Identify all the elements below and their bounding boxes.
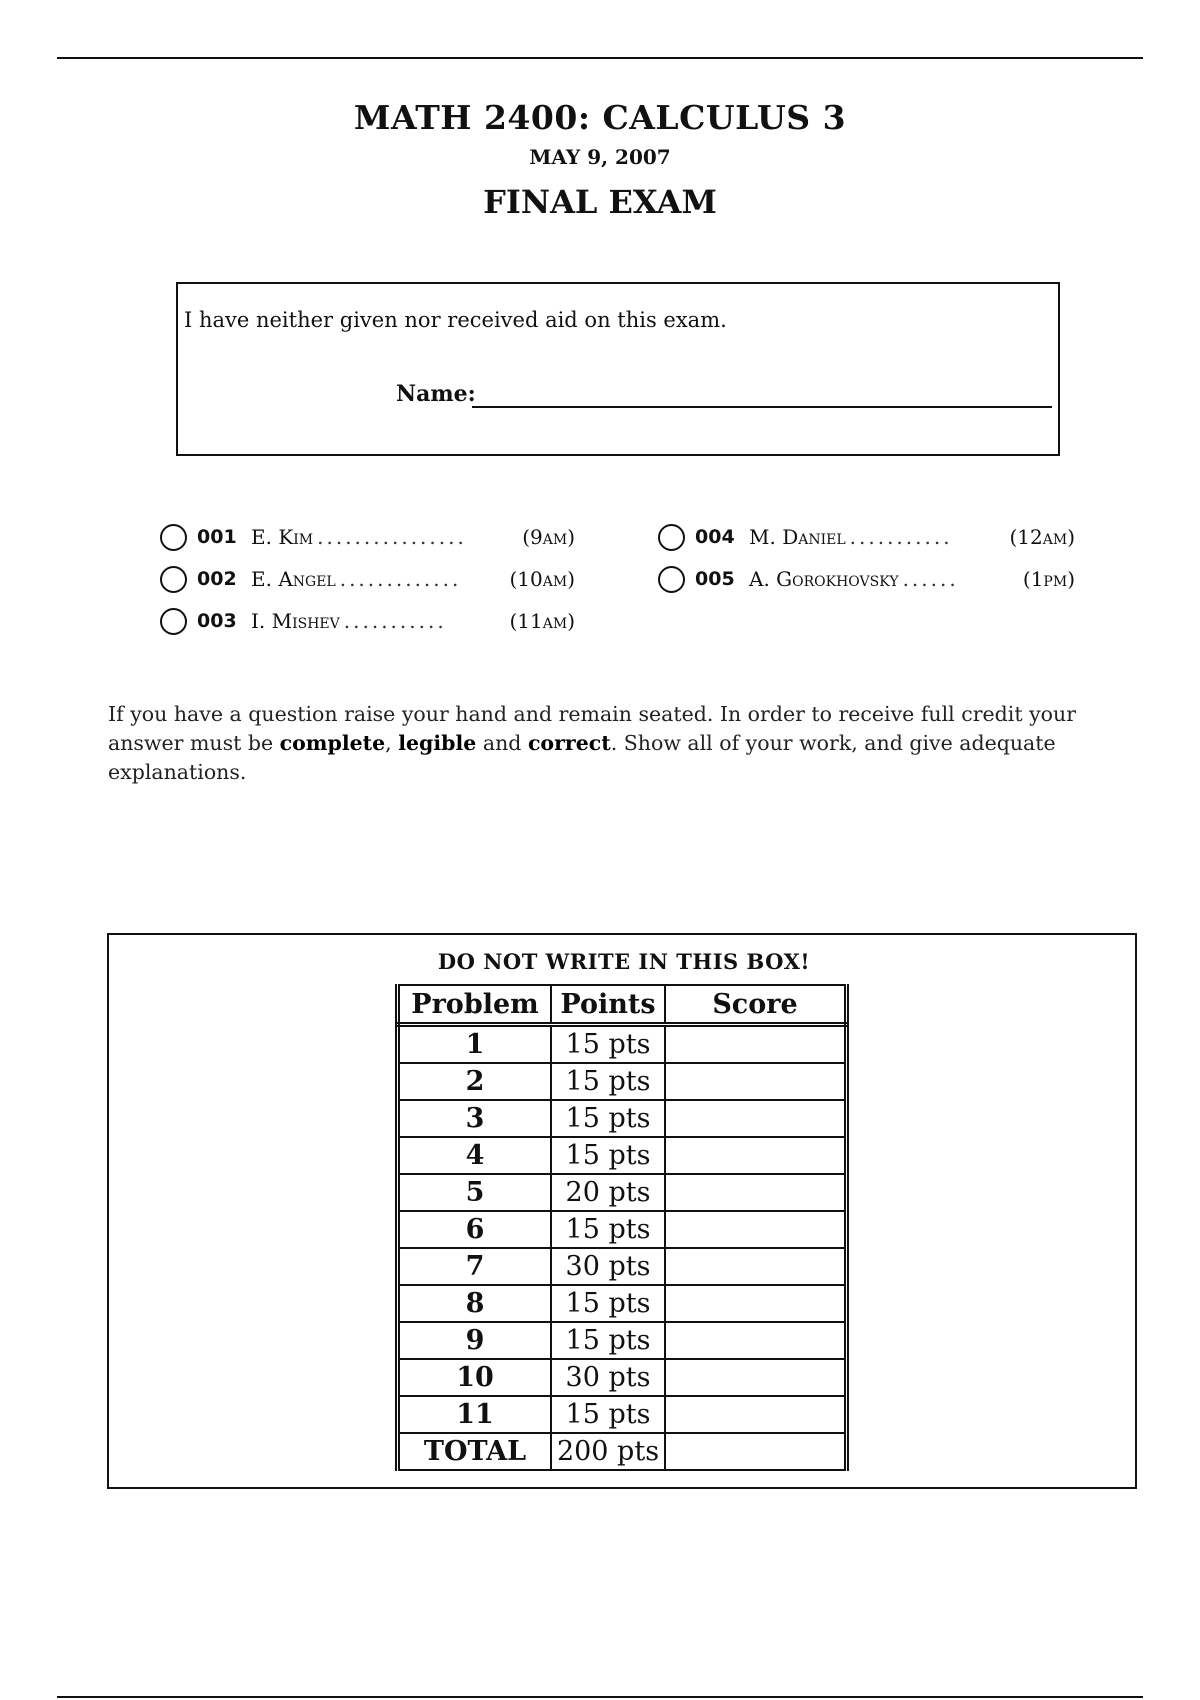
score-cell[interactable] [665, 1359, 847, 1396]
instructions-separator: and [476, 731, 528, 755]
grading-box-heading: DO NOT WRITE IN THIS BOX! [437, 949, 811, 974]
table-row [398, 1285, 847, 1322]
total-label: TOTAL [398, 1433, 552, 1470]
section-option-003[interactable] [160, 605, 575, 637]
score-table [395, 984, 849, 1471]
problem-points: 20 pts [551, 1174, 665, 1211]
score-cell[interactable] [665, 1063, 847, 1100]
emphasis-legible: legible [398, 731, 477, 755]
problem-number: 11 [398, 1396, 552, 1433]
problem-number: 10 [398, 1359, 552, 1396]
section-instructor: A. Gorokhovsky [749, 567, 899, 591]
section-radio-circle[interactable] [160, 566, 187, 593]
table-row [398, 1359, 847, 1396]
exam-date: MAY 9, 2007 [529, 145, 671, 169]
table-row [398, 1396, 847, 1433]
section-leader-dots: ...... [902, 567, 959, 591]
table-row [398, 1248, 847, 1285]
problem-points: 15 pts [551, 1396, 665, 1433]
section-time: (12am) [1009, 525, 1075, 549]
section-radio-circle[interactable] [160, 608, 187, 635]
section-leader-dots: ........... [849, 525, 953, 549]
score-cell[interactable] [665, 1322, 847, 1359]
section-time: (9am) [522, 525, 575, 549]
problem-number: 6 [398, 1211, 552, 1248]
section-time: (11am) [509, 609, 575, 633]
section-instructor: E. Kim [251, 525, 314, 549]
problem-number: 4 [398, 1137, 552, 1174]
section-time: (1pm) [1022, 567, 1075, 591]
honor-statement: I have neither given nor received aid on this exam. [184, 308, 727, 332]
score-cell[interactable] [665, 1137, 847, 1174]
problem-points: 30 pts [551, 1248, 665, 1285]
section-leader-dots: ................ [317, 525, 467, 549]
problem-points: 15 pts [551, 1211, 665, 1248]
section-leader-dots: ............. [339, 567, 462, 591]
section-option-005[interactable] [658, 563, 1075, 595]
problem-number: 5 [398, 1174, 552, 1211]
problem-points: 15 pts [551, 1025, 665, 1064]
problem-points: 30 pts [551, 1359, 665, 1396]
problem-number: 2 [398, 1063, 552, 1100]
section-option-004[interactable] [658, 521, 1075, 553]
instructions-separator: , [385, 731, 399, 755]
course-title: MATH 2400: CALCULUS 3 [353, 98, 847, 137]
problem-number: 7 [398, 1248, 552, 1285]
section-radio-circle[interactable] [658, 524, 685, 551]
score-cell[interactable] [665, 1396, 847, 1433]
section-option-001[interactable] [160, 521, 575, 553]
problem-number: 9 [398, 1322, 552, 1359]
column-header-score: Score [665, 985, 847, 1025]
total-points: 200 pts [551, 1433, 665, 1470]
total-row [398, 1433, 847, 1470]
problem-number: 1 [398, 1025, 552, 1064]
column-header-points: Points [551, 985, 665, 1025]
section-instructor: M. Daniel [749, 525, 846, 549]
section-code: 003 [197, 610, 237, 632]
section-code: 002 [197, 568, 237, 590]
total-score-cell[interactable] [665, 1433, 847, 1470]
name-field-line[interactable] [472, 406, 1052, 408]
section-code: 005 [695, 568, 735, 590]
score-cell[interactable] [665, 1100, 847, 1137]
section-instructor: E. Angel [251, 567, 336, 591]
emphasis-correct: correct [527, 731, 611, 755]
name-label: Name: [396, 381, 476, 407]
grading-box [107, 933, 1137, 1489]
score-table-header [398, 985, 847, 1025]
honor-pledge-box [176, 282, 1060, 456]
problem-number: 8 [398, 1285, 552, 1322]
table-row [398, 1322, 847, 1359]
problem-points: 15 pts [551, 1063, 665, 1100]
table-row [398, 1174, 847, 1211]
section-option-002[interactable] [160, 563, 575, 595]
emphasis-complete: complete [279, 731, 386, 755]
section-code: 001 [197, 526, 237, 548]
section-instructor: I. Mishev [251, 609, 340, 633]
table-row [398, 1025, 847, 1064]
section-leader-dots: ........... [343, 609, 447, 633]
exam-instructions [108, 700, 1128, 787]
instructions-text-2: . Show all of your work, and give adequate explanations. [108, 731, 1056, 784]
exam-title: FINAL EXAM [483, 183, 717, 221]
table-row [398, 1211, 847, 1248]
problem-points: 15 pts [551, 1322, 665, 1359]
problem-points: 15 pts [551, 1100, 665, 1137]
bottom-rule [57, 1696, 1143, 1698]
table-row [398, 1137, 847, 1174]
score-cell[interactable] [665, 1285, 847, 1322]
score-cell[interactable] [665, 1025, 847, 1064]
problem-points: 15 pts [551, 1285, 665, 1322]
section-radio-circle[interactable] [658, 566, 685, 593]
column-header-problem: Problem [398, 985, 552, 1025]
section-code: 004 [695, 526, 735, 548]
instructions-text-1: If you have a question raise your hand and remain seated. In order to receive full credit your answer must be [108, 702, 1077, 755]
score-cell[interactable] [665, 1174, 847, 1211]
section-time: (10am) [509, 567, 575, 591]
score-cell[interactable] [665, 1248, 847, 1285]
top-rule [57, 57, 1143, 59]
table-row [398, 1100, 847, 1137]
score-cell[interactable] [665, 1211, 847, 1248]
problem-points: 15 pts [551, 1137, 665, 1174]
problem-number: 3 [398, 1100, 552, 1137]
table-row [398, 1063, 847, 1100]
section-radio-circle[interactable] [160, 524, 187, 551]
